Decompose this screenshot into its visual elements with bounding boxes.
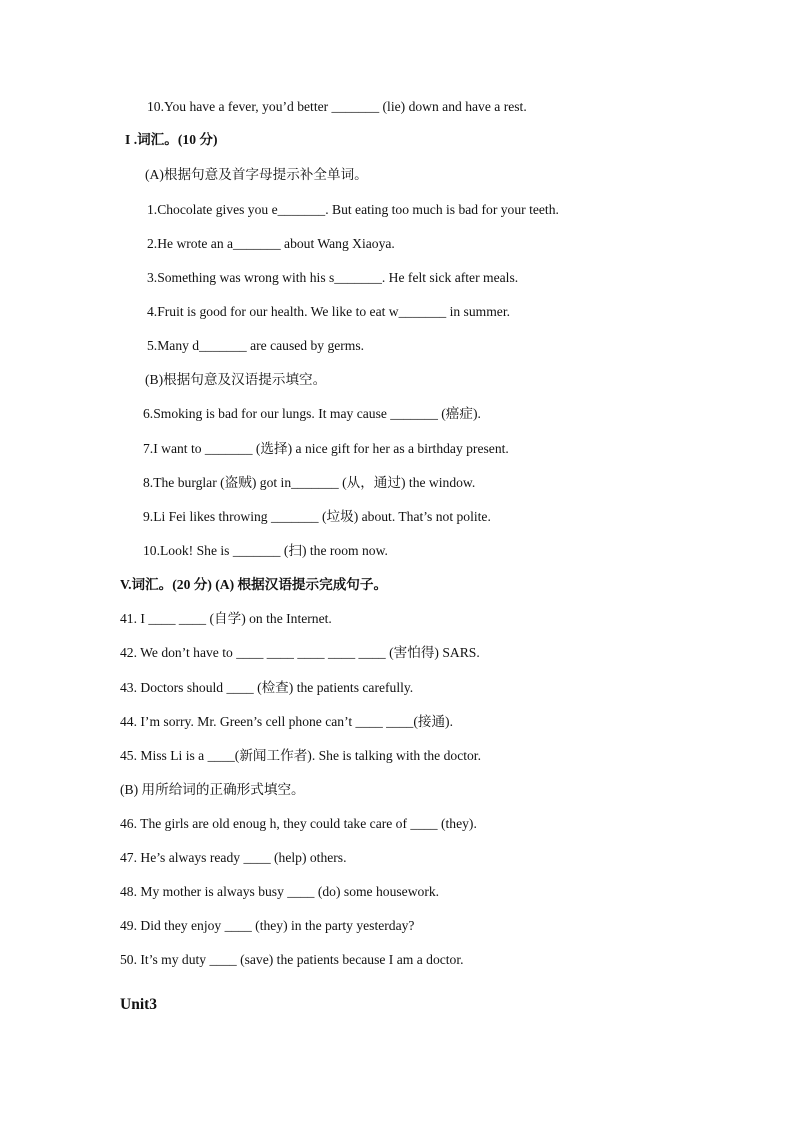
exercise-line-7: 7.I want to _______ (选择) a nice gift for her as a birthday present. [143,441,509,456]
question-43: 43. Doctors should ____ (检查) the patients carefully. [120,680,414,695]
exercise-line-2: 2.He wrote an a_______ about Wang Xiaoya. [147,236,395,251]
exercise-line-1: 1.Chocolate gives you e_______. But eating too much is bad for your teeth. [147,202,559,217]
exercise-line-3: 3.Something was wrong with his s_______. He felt sick after meals. [147,270,519,285]
exercise-line-4: 4.Fruit is good for our health. We like to eat w_______ in summer. [147,304,510,319]
question-49: 49. Did they enjoy ____ (they) in the party yesterday? [120,918,415,933]
exercise-line-8: 8.The burglar (盗贼) got in_______ (从，通过) the window. [143,475,476,490]
question-47: 47. He’s always ready ____ (help) others. [120,850,347,865]
exercise-line-10-lie: 10.You have a fever, you’d better _______ (lie) down and have a rest. [147,99,527,114]
section-heading-vocab-10: I .词汇。(10 分) [125,132,218,147]
subsection-heading-a: (A)根据句意及首字母提示补全单词。 [145,167,368,182]
question-48: 48. My mother is always busy ____ (do) some housework. [120,884,440,899]
exercise-line-9: 9.Li Fei likes throwing _______ (垃圾) about. That’s not polite. [143,509,491,524]
subsection-heading-b: (B)根据句意及汉语提示填空。 [145,372,327,387]
question-41: 41. I ____ ____ (自学) on the Internet. [120,611,332,626]
question-50: 50. It’s my duty ____ (save) the patients because I am a doctor. [120,952,464,967]
exercise-line-6: 6.Smoking is bad for our lungs. It may cause _______ (癌症). [143,406,481,421]
unit-heading: Unit3 [120,996,158,1013]
section-heading-vocab-20: V.词汇。(20 分) (A) 根据汉语提示完成句子。 [120,577,388,592]
exercise-line-5: 5.Many d_______ are caused by germs. [147,338,365,353]
question-46: 46. The girls are old enoug h, they could take care of ____ (they). [120,816,477,831]
question-42: 42. We don’t have to ____ ____ ____ ____ ____ (害怕得) SARS. [120,645,480,660]
subsection-heading-b2: (B) 用所给词的正确形式填空。 [120,782,305,797]
question-45: 45. Miss Li is a ____(新闻工作者). She is talking with the doctor. [120,748,481,763]
exercise-line-10-look: 10.Look! She is _______ (扫) the room now. [143,543,388,558]
question-44: 44. I’m sorry. Mr. Green’s cell phone can’t ____ ____(接通). [120,714,453,729]
